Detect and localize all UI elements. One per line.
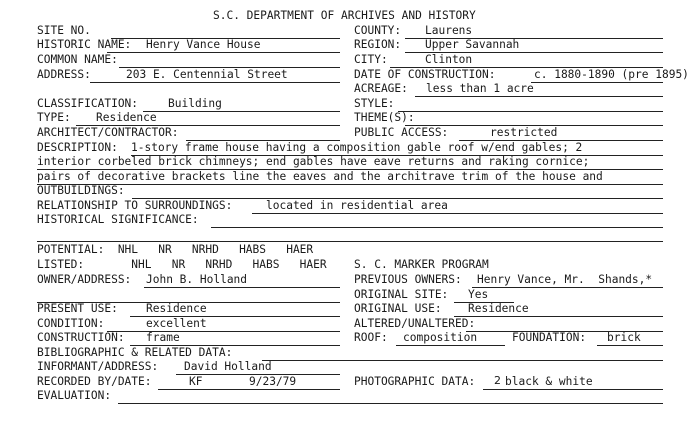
- original-site-label: ORIGINAL SITE:: [354, 288, 449, 301]
- condition-value: excellent: [146, 317, 207, 330]
- bibliographic-line: [262, 360, 663, 361]
- form-title: S.C. DEPARTMENT OF ARCHIVES AND HISTORY: [213, 9, 476, 22]
- city-value: Clinton: [425, 53, 473, 66]
- site-no-label: SITE NO.: [37, 24, 91, 37]
- recorded-by-value: KF: [189, 375, 203, 388]
- date-construction-line: [531, 82, 663, 83]
- recorded-by-line: [158, 389, 340, 390]
- condition-line: [107, 331, 340, 332]
- date-construction-label: DATE OF CONSTRUCTION:: [354, 68, 496, 81]
- type-label: TYPE:: [37, 111, 71, 124]
- outbuildings-label: OUTBUILDINGS:: [37, 184, 125, 197]
- public-access-value: restricted: [490, 126, 558, 139]
- evaluation-line: [118, 403, 663, 404]
- acreage-value: less than 1 acre: [426, 82, 534, 95]
- style-label: STYLE:: [354, 97, 395, 110]
- roof-label: ROOF:: [354, 331, 388, 344]
- description-rule-3: [37, 184, 663, 185]
- county-label: COUNTY:: [354, 24, 402, 37]
- bibliographic-label: BIBLIOGRAPHIC & RELATED DATA:: [37, 346, 233, 359]
- informant-value: David Holland: [184, 360, 272, 373]
- construction-label: CONSTRUCTION:: [37, 331, 125, 344]
- photographic-data-line: [483, 389, 663, 390]
- previous-owners-line: [472, 287, 663, 288]
- description-label: DESCRIPTION:: [37, 141, 118, 154]
- owner-address-value: John B. Holland: [146, 273, 248, 286]
- theme-label: THEME(S):: [354, 111, 415, 124]
- address-line: [90, 82, 340, 83]
- county-value: Laurens: [425, 24, 473, 37]
- photographic-data-number: 2: [494, 374, 501, 387]
- common-name-label: COMMON NAME:: [37, 53, 118, 66]
- evaluation-label: EVALUATION:: [37, 389, 112, 402]
- present-use-label: PRESENT USE:: [37, 302, 118, 315]
- address-label: ADDRESS:: [37, 68, 91, 81]
- historic-name-value: Henry Vance House: [146, 38, 261, 51]
- recorded-by-label: RECORDED BY/DATE:: [37, 375, 152, 388]
- description-rule-2: [37, 169, 663, 170]
- relationship-line: [252, 213, 663, 214]
- region-value: Upper Savannah: [425, 38, 520, 51]
- date-construction-value: c. 1880-1890 (pre 1895): [534, 68, 689, 81]
- historical-significance-label: HISTORICAL SIGNIFICANCE:: [37, 213, 199, 226]
- foundation-label: FOUNDATION:: [512, 331, 587, 344]
- foundation-value: brick: [607, 331, 641, 344]
- type-value: Residence: [96, 111, 157, 124]
- relationship-label: RELATIONSHIP TO SURROUNDINGS:: [37, 199, 233, 212]
- present-use-value: Residence: [146, 302, 207, 315]
- photographic-data-label: PHOTOGRAPHIC DATA:: [354, 375, 476, 388]
- potential-row: POTENTIAL: NHL NR NRHD HABS HAER: [37, 243, 314, 256]
- condition-label: CONDITION:: [37, 317, 105, 330]
- roof-value: composition: [403, 331, 478, 344]
- classification-label: CLASSIFICATION:: [37, 97, 139, 110]
- city-label: CITY:: [354, 53, 388, 66]
- historic-name-line: [107, 52, 340, 53]
- acreage-line: [415, 96, 663, 97]
- style-line: [398, 111, 663, 112]
- photographic-data-value: black & white: [505, 375, 593, 388]
- classification-value: Building: [168, 97, 222, 110]
- address-value: 203 E. Centennial Street: [126, 68, 288, 81]
- description-line-1: 1-story frame house having a composition gable roof w/end gables; 2: [131, 141, 583, 154]
- original-use-value: Residence: [468, 302, 529, 315]
- marker-program-label: S. C. MARKER PROGRAM: [354, 258, 489, 271]
- original-site-value: Yes: [468, 288, 489, 301]
- classification-line: [143, 111, 340, 112]
- region-label: REGION:: [354, 38, 402, 51]
- foundation-line: [597, 345, 663, 346]
- owner-address-line: [144, 287, 340, 288]
- description-rule-1: [131, 155, 663, 156]
- listed-row: LISTED: NHL NR NRHD HABS HAER: [37, 258, 327, 271]
- altered-label: ALTERED/UNALTERED:: [354, 317, 476, 330]
- original-use-line: [454, 316, 663, 317]
- historical-significance-rule-2: [37, 241, 663, 242]
- architect-label: ARCHITECT/CONTRACTOR:: [37, 126, 179, 139]
- acreage-label: ACREAGE:: [354, 82, 408, 95]
- historic-name-label: HISTORIC NAME:: [37, 38, 132, 51]
- relationship-value: located in residential area: [266, 199, 448, 212]
- owner-address-label: OWNER/ADDRESS:: [37, 273, 132, 286]
- description-line-3: pairs of decorative brackets line the eaves and the architrave trim of the house and: [37, 170, 603, 183]
- recorded-date-value: 9/23/79: [249, 375, 297, 388]
- informant-label: INFORMANT/ADDRESS:: [37, 360, 159, 373]
- historical-significance-line: [211, 227, 663, 228]
- public-access-label: PUBLIC ACCESS:: [354, 126, 449, 139]
- description-line-2: interior corbeled brick chimneys; end gables have eave returns and raking cornice;: [37, 155, 590, 168]
- construction-value: frame: [146, 331, 180, 344]
- original-use-label: ORIGINAL USE:: [354, 302, 442, 315]
- previous-owners-label: PREVIOUS OWNERS:: [354, 273, 462, 286]
- previous-owners-value: Henry Vance, Mr. Shands,*: [477, 273, 653, 286]
- roof-line: [396, 345, 505, 346]
